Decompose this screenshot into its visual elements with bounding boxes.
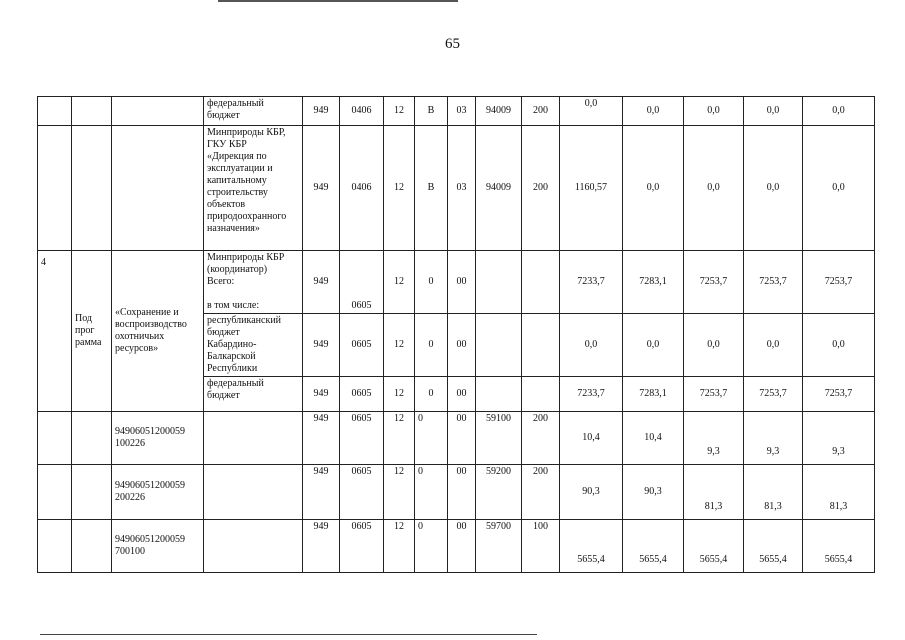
expense-type-cell — [522, 314, 560, 377]
value-2021-cell: 7253,7 — [803, 251, 875, 314]
value-2017-cell: 10,4 — [560, 412, 623, 465]
row-number-cell — [38, 97, 72, 126]
direction-code-cell: 59100 — [476, 412, 522, 465]
page-number: 65 — [445, 36, 460, 52]
subprogram-code-cell: 0 — [415, 314, 448, 377]
value-2021-cell: 0,0 — [803, 126, 875, 251]
direction-code-cell: 59200 — [476, 465, 522, 520]
value-2017-cell: 5655,4 — [560, 520, 623, 573]
executor-cell: Минприроды КБР (координатор) Всего: в том числе: — [204, 251, 303, 314]
rz-pr-cell: 0605 — [340, 251, 384, 314]
row-number-cell — [38, 412, 72, 465]
value-2020-cell: 0,0 — [744, 97, 803, 126]
rz-pr-cell: 0406 — [340, 126, 384, 251]
value-2020-cell: 0,0 — [744, 314, 803, 377]
grbs-cell: 949 — [303, 520, 340, 573]
value-2020-cell: 7253,7 — [744, 377, 803, 412]
value-2018-cell: 0,0 — [623, 126, 684, 251]
value-2019-cell: 0,0 — [684, 314, 744, 377]
value-2017-cell: 0,0 — [560, 314, 623, 377]
direction-code-cell — [476, 314, 522, 377]
rz-pr-cell: 0605 — [340, 465, 384, 520]
value-2017-cell: 1160,57 — [560, 126, 623, 251]
value-2020-cell: 7253,7 — [744, 251, 803, 314]
row-type-cell — [72, 126, 112, 251]
table-row — [38, 97, 875, 126]
executor-cell: республиканский бюджет Кабардино- Балкарской Республики — [204, 314, 303, 377]
executor-cell — [204, 520, 303, 573]
table-row — [38, 126, 875, 251]
row-type-cell — [72, 520, 112, 573]
row-number-cell — [38, 126, 72, 251]
budget-code-cell: 94906051200059 100226 — [112, 412, 204, 465]
table-row — [38, 465, 875, 520]
event-code-cell: 00 — [448, 314, 476, 377]
value-2018-cell: 7283,1 — [623, 251, 684, 314]
subprogram-code-cell: 0 — [415, 465, 448, 520]
direction-code-cell: 59700 — [476, 520, 522, 573]
event-code-cell: 03 — [448, 97, 476, 126]
value-2018-cell: 90,3 — [623, 465, 684, 520]
value-2021-cell: 81,3 — [803, 465, 875, 520]
event-code-cell: 00 — [448, 465, 476, 520]
event-code-cell: 00 — [448, 412, 476, 465]
program-code-cell: 12 — [384, 314, 415, 377]
rz-pr-cell: 0605 — [340, 412, 384, 465]
direction-code-cell — [476, 377, 522, 412]
expense-type-cell: 200 — [522, 412, 560, 465]
value-2018-cell: 0,0 — [623, 97, 684, 126]
expense-type-cell: 200 — [522, 465, 560, 520]
grbs-cell: 949 — [303, 377, 340, 412]
executor-cell: федеральный бюджет — [204, 377, 303, 412]
value-2021-cell: 0,0 — [803, 97, 875, 126]
program-code-cell: 12 — [384, 126, 415, 251]
subprogram-name-cell: «Сохранение и воспроизводство охотничьих ресурсов» — [112, 251, 204, 412]
value-2018-cell: 0,0 — [623, 314, 684, 377]
header-rule — [218, 0, 458, 5]
value-2021-cell: 5655,4 — [803, 520, 875, 573]
value-2019-cell: 81,3 — [684, 465, 744, 520]
value-2019-cell: 9,3 — [684, 412, 744, 465]
rz-pr-cell: 0605 — [340, 520, 384, 573]
row-number-cell: 4 — [38, 251, 72, 412]
expense-type-cell: 200 — [522, 97, 560, 126]
program-code-cell: 12 — [384, 465, 415, 520]
grbs-cell: 949 — [303, 465, 340, 520]
footer-rule — [40, 634, 537, 635]
value-2019-cell: 0,0 — [684, 126, 744, 251]
row-type-cell: Под прог рамма — [72, 251, 112, 412]
value-2018-cell: 5655,4 — [623, 520, 684, 573]
value-2017-cell: 0,0 — [560, 97, 623, 126]
program-code-cell: 12 — [384, 520, 415, 573]
rz-pr-cell: 0406 — [340, 97, 384, 126]
direction-code-cell: 94009 — [476, 126, 522, 251]
budget-table — [37, 96, 875, 573]
program-code-cell: 12 — [384, 97, 415, 126]
subprogram-code-cell: 0 — [415, 520, 448, 573]
subprogram-code-cell: В — [415, 97, 448, 126]
table-row — [38, 251, 875, 314]
expense-type-cell — [522, 251, 560, 314]
value-2017-cell: 7233,7 — [560, 377, 623, 412]
value-2021-cell: 9,3 — [803, 412, 875, 465]
value-2019-cell: 7253,7 — [684, 251, 744, 314]
event-code-cell: 03 — [448, 126, 476, 251]
value-2019-cell: 5655,4 — [684, 520, 744, 573]
program-code-cell: 12 — [384, 377, 415, 412]
row-name-cell — [112, 126, 204, 251]
row-number-cell — [38, 465, 72, 520]
grbs-cell: 949 — [303, 314, 340, 377]
table-row — [38, 412, 875, 465]
value-2020-cell: 9,3 — [744, 412, 803, 465]
value-2018-cell: 10,4 — [623, 412, 684, 465]
subprogram-code-cell: 0 — [415, 377, 448, 412]
value-2020-cell: 5655,4 — [744, 520, 803, 573]
budget-code-cell: 94906051200059 200226 — [112, 465, 204, 520]
grbs-cell: 949 — [303, 97, 340, 126]
expense-type-cell: 100 — [522, 520, 560, 573]
event-code-cell: 00 — [448, 520, 476, 573]
expense-type-cell: 200 — [522, 126, 560, 251]
value-2017-cell: 7233,7 — [560, 251, 623, 314]
value-2019-cell: 0,0 — [684, 97, 744, 126]
grbs-cell: 949 — [303, 251, 340, 314]
row-type-cell — [72, 97, 112, 126]
executor-cell: федеральный бюджет — [204, 97, 303, 126]
row-number-cell — [38, 520, 72, 573]
subprogram-code-cell: В — [415, 126, 448, 251]
event-code-cell: 00 — [448, 251, 476, 314]
grbs-cell: 949 — [303, 412, 340, 465]
subprogram-code-cell: 0 — [415, 412, 448, 465]
row-type-cell — [72, 465, 112, 520]
expense-type-cell — [522, 377, 560, 412]
value-2021-cell: 0,0 — [803, 314, 875, 377]
value-2019-cell: 7253,7 — [684, 377, 744, 412]
direction-code-cell — [476, 251, 522, 314]
executor-cell — [204, 412, 303, 465]
program-code-cell: 12 — [384, 412, 415, 465]
table-row — [38, 520, 875, 573]
value-2021-cell: 7253,7 — [803, 377, 875, 412]
budget-code-cell: 94906051200059 700100 — [112, 520, 204, 573]
rz-pr-cell: 0605 — [340, 314, 384, 377]
executor-cell — [204, 465, 303, 520]
row-type-cell — [72, 412, 112, 465]
rz-pr-cell: 0605 — [340, 377, 384, 412]
row-name-cell — [112, 97, 204, 126]
value-2017-cell: 90,3 — [560, 465, 623, 520]
event-code-cell: 00 — [448, 377, 476, 412]
subprogram-code-cell: 0 — [415, 251, 448, 314]
value-2020-cell: 81,3 — [744, 465, 803, 520]
value-2018-cell: 7283,1 — [623, 377, 684, 412]
direction-code-cell: 94009 — [476, 97, 522, 126]
program-code-cell: 12 — [384, 251, 415, 314]
value-2020-cell: 0,0 — [744, 126, 803, 251]
executor-cell: Минприроды КБР, ГКУ КБР «Дирекция по эксплуатации и капитальному строительству объектов природоохранного назначения» — [204, 126, 303, 251]
grbs-cell: 949 — [303, 126, 340, 251]
